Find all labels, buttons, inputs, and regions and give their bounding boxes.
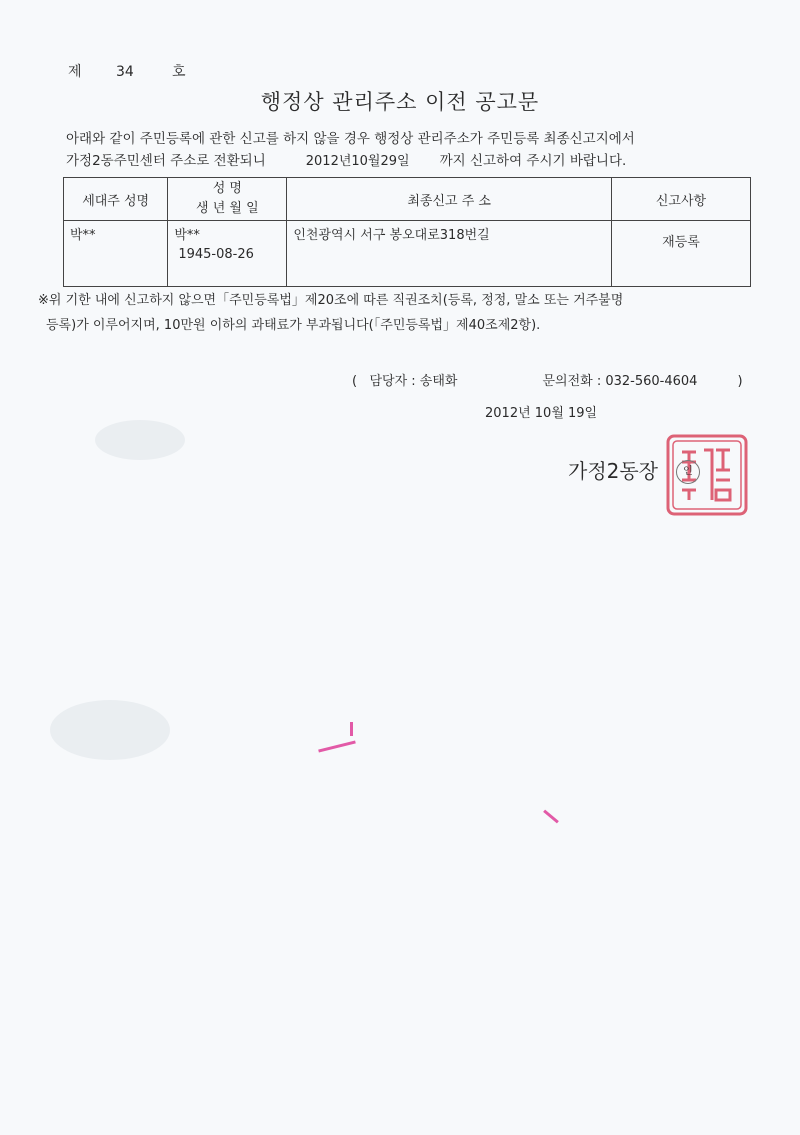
- deadline-date: 2012년10월29일: [305, 154, 410, 169]
- header-birth: 생 년 월 일: [196, 201, 259, 216]
- contact-info: [352, 370, 743, 389]
- cell-name-birth: [168, 221, 287, 287]
- contact-phone: 문의전화 : 032-560-4604: [542, 374, 698, 389]
- number-prefix: 제: [68, 64, 82, 80]
- cell-report: 재등록: [611, 221, 750, 287]
- cell-address: 인천광역시 서구 봉오대로318번길: [287, 221, 612, 287]
- cell-name: 박**: [174, 228, 200, 243]
- intro-line-2: [66, 150, 635, 173]
- header-address: 최종신고 주 소: [287, 178, 612, 221]
- contact-manager: 담당자 : 송태화: [369, 374, 458, 389]
- cell-householder: 박**: [64, 221, 168, 287]
- number-suffix: 호: [172, 64, 186, 80]
- header-householder: 세대주 성명: [64, 178, 168, 221]
- table-row: [64, 221, 751, 287]
- notice-line-2: 등록)가 이루어지며, 10만원 이하의 과태료가 부과됩니다(「주민등록법」제40조제2항).: [46, 318, 541, 333]
- pink-mark: [543, 810, 559, 824]
- signer-title: 가정2동장: [568, 459, 659, 483]
- header-name: 성 명: [212, 181, 242, 196]
- legal-notice: [38, 288, 748, 338]
- issue-date: 2012년 10월 19일: [485, 406, 598, 421]
- registration-table: [63, 177, 751, 287]
- contact-close-paren: ): [737, 374, 743, 389]
- intro-line-2b: 까지 신고하여 주시기 바랍니다.: [439, 153, 627, 169]
- seal-mark: 인: [676, 460, 700, 484]
- header-name-birth: [168, 178, 287, 221]
- contact-open-paren: (: [352, 374, 358, 389]
- document-number: [68, 61, 186, 81]
- cell-birth: 1945-08-26: [178, 247, 254, 262]
- intro-text: [66, 128, 635, 173]
- table-header-row: [64, 178, 751, 221]
- number-value: 34: [116, 64, 134, 80]
- header-report: 신고사항: [611, 178, 750, 221]
- pink-mark: [350, 722, 353, 736]
- document-title: 행정상 관리주소 이전 공고문: [260, 90, 540, 114]
- intro-line-2a: 가정2동주민센터 주소로 전환되니: [66, 153, 266, 169]
- intro-line-1: 아래와 같이 주민등록에 관한 신고를 하지 않을 경우 행정상 관리주소가 주민등록 최종신고지에서: [66, 131, 635, 147]
- pink-mark: [318, 740, 356, 752]
- paper-smudge: [50, 700, 170, 760]
- notice-line-1: ※위 기한 내에 신고하지 않으면「주민등록법」제20조에 따른 직권조치(등록, 정정, 말소 또는 거주불명: [38, 293, 624, 308]
- paper-smudge: [95, 420, 185, 460]
